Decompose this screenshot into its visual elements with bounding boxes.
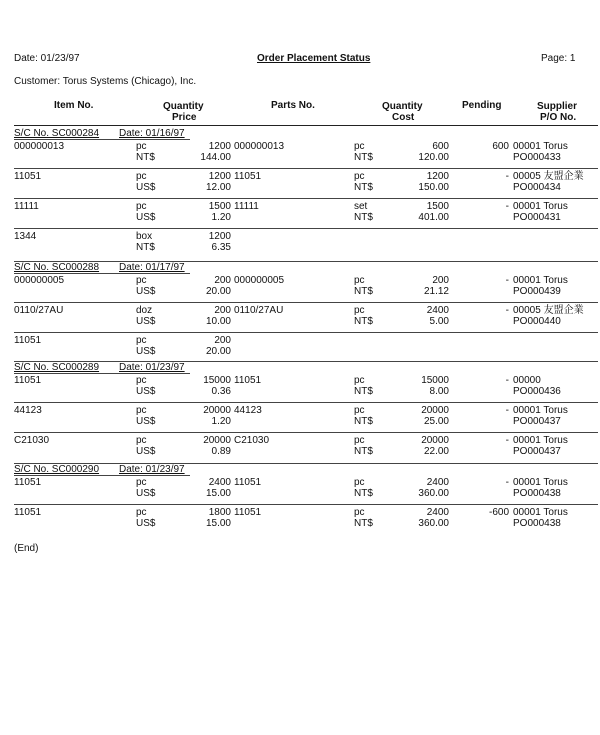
header-rule [14, 125, 598, 126]
cost-currency: NT$ [354, 182, 373, 193]
col-po-no: P/O No. [540, 112, 577, 123]
cost: 8.00 [429, 386, 449, 397]
report-title: Order Placement Status [257, 53, 371, 64]
quantity: 1200 [208, 141, 231, 152]
pending-qty: - [505, 171, 509, 182]
parts-unit: pc [354, 405, 365, 416]
sc-date: Date: 01/17/97 [119, 262, 185, 273]
po-number: PO000433 [513, 152, 561, 163]
cost: 401.00 [418, 212, 449, 223]
price-currency: NT$ [136, 152, 155, 163]
item-no: C21030 [14, 435, 50, 446]
row-rule [14, 504, 598, 505]
price-currency: US$ [136, 488, 156, 499]
cost-currency: NT$ [354, 212, 373, 223]
cost-currency: NT$ [354, 518, 373, 529]
parts-quantity: 600 [432, 141, 449, 152]
quantity: 200 [214, 335, 231, 346]
po-number: PO000431 [513, 212, 561, 223]
qty-unit: pc [136, 435, 147, 446]
cost-currency: NT$ [354, 316, 373, 327]
supplier: 00005 友盟企業 [513, 171, 584, 182]
cost-currency: NT$ [354, 488, 373, 499]
item-no: 11051 [14, 335, 42, 346]
price: 15.00 [205, 488, 231, 499]
price: 0.36 [211, 386, 231, 397]
price: 20.00 [205, 286, 231, 297]
group-rule [14, 361, 598, 362]
qty-unit: pc [136, 201, 147, 212]
po-number: PO000436 [513, 386, 561, 397]
supplier: 00005 友盟企業 [513, 305, 584, 316]
cost: 360.00 [418, 518, 449, 529]
qty-unit: pc [136, 171, 147, 182]
parts-no: 11111 [234, 201, 259, 212]
cost: 150.00 [418, 182, 449, 193]
group-rule [14, 463, 598, 464]
parts-unit: pc [354, 171, 365, 182]
item-no: 44123 [14, 405, 42, 416]
qty-unit: pc [136, 507, 147, 518]
parts-quantity: 2400 [426, 507, 449, 518]
parts-no: 11051 [234, 507, 262, 518]
price: 12.00 [205, 182, 231, 193]
col-quantity: Quantity [163, 101, 204, 112]
parts-no: 11051 [234, 477, 262, 488]
sc-number: S/C No. SC000289 [14, 362, 100, 373]
parts-unit: pc [354, 507, 365, 518]
price-currency: US$ [136, 182, 156, 193]
price-currency: US$ [136, 416, 156, 427]
parts-quantity: 1200 [426, 171, 449, 182]
quantity: 15000 [203, 375, 231, 386]
item-no: 000000005 [14, 275, 65, 286]
end-marker: (End) [14, 543, 39, 554]
cost-currency: NT$ [354, 152, 373, 163]
pending-qty: - [505, 375, 509, 386]
parts-quantity: 2400 [426, 305, 449, 316]
row-rule [14, 168, 598, 169]
price: 10.00 [205, 316, 231, 327]
pending-qty: -600 [488, 507, 509, 518]
item-no: 0110/27AU [14, 305, 64, 316]
parts-unit: pc [354, 375, 365, 386]
supplier: 00001 Torus [513, 435, 568, 446]
col-parts-no: Parts No. [271, 100, 315, 111]
po-number: PO000434 [513, 182, 561, 193]
price: 15.00 [205, 518, 231, 529]
cost-currency: NT$ [354, 416, 373, 427]
pending-qty: - [505, 305, 509, 316]
parts-no: 000000013 [234, 141, 285, 152]
parts-no: 11051 [234, 375, 262, 386]
qty-unit: doz [136, 305, 153, 316]
supplier: 00001 Torus [513, 405, 568, 416]
qty-unit: pc [136, 275, 147, 286]
pending-qty: 600 [492, 141, 509, 152]
report-date: Date: 01/23/97 [14, 53, 80, 64]
group-rule [14, 261, 598, 262]
parts-no: 000000005 [234, 275, 285, 286]
row-rule [14, 228, 598, 229]
row-rule [14, 432, 598, 433]
cost: 360.00 [418, 488, 449, 499]
supplier: 00001 Torus [513, 275, 568, 286]
cost: 25.00 [423, 416, 449, 427]
parts-quantity: 20000 [421, 435, 449, 446]
price-currency: US$ [136, 446, 156, 457]
sc-date: Date: 01/16/97 [119, 128, 185, 139]
parts-quantity: 20000 [421, 405, 449, 416]
item-no: 11111 [14, 201, 39, 212]
qty-unit: box [136, 231, 153, 242]
col-pending: Pending [462, 100, 502, 111]
cost: 5.00 [429, 316, 449, 327]
po-number: PO000438 [513, 518, 561, 529]
price-currency: US$ [136, 518, 156, 529]
sc-underline [14, 139, 190, 140]
qty-unit: pc [136, 141, 147, 152]
parts-quantity: 1500 [426, 201, 449, 212]
po-number: PO000438 [513, 488, 561, 499]
qty-unit: pc [136, 335, 147, 346]
parts-unit: pc [354, 305, 365, 316]
item-no: 11051 [14, 171, 42, 182]
row-rule [14, 402, 598, 403]
item-no: 11051 [14, 477, 42, 488]
parts-quantity: 200 [432, 275, 449, 286]
item-no: 11051 [14, 375, 42, 386]
sc-number: S/C No. SC000290 [14, 464, 100, 475]
quantity: 1200 [208, 231, 231, 242]
quantity: 20000 [203, 435, 231, 446]
supplier: 00001 Torus [513, 477, 568, 488]
parts-quantity: 15000 [421, 375, 449, 386]
quantity: 1200 [208, 171, 231, 182]
quantity: 1500 [208, 201, 231, 212]
quantity: 2400 [208, 477, 231, 488]
pending-qty: - [505, 435, 509, 446]
parts-unit: pc [354, 275, 365, 286]
qty-unit: pc [136, 375, 147, 386]
col-price: Price [172, 112, 197, 123]
parts-unit: pc [354, 435, 365, 446]
row-rule [14, 198, 598, 199]
row-rule [14, 302, 598, 303]
po-number: PO000439 [513, 286, 561, 297]
quantity: 200 [214, 305, 231, 316]
parts-unit: set [354, 201, 368, 212]
po-number: PO000437 [513, 416, 561, 427]
po-number: PO000437 [513, 446, 561, 457]
col-cost: Cost [392, 112, 415, 123]
parts-no: C21030 [234, 435, 270, 446]
col-supplier: Supplier [537, 101, 578, 112]
cost: 22.00 [423, 446, 449, 457]
po-number: PO000440 [513, 316, 561, 327]
sc-underline [14, 475, 190, 476]
sc-number: S/C No. SC000288 [14, 262, 100, 273]
pending-qty: - [505, 201, 509, 212]
parts-unit: pc [354, 477, 365, 488]
price-currency: US$ [136, 212, 156, 223]
parts-no: 0110/27AU [234, 305, 284, 316]
customer-name: Customer: Torus Systems (Chicago), Inc. [14, 76, 197, 87]
page-number: Page: 1 [541, 53, 576, 64]
parts-quantity: 2400 [426, 477, 449, 488]
sc-underline [14, 273, 190, 274]
cost-currency: NT$ [354, 446, 373, 457]
supplier: 00001 Torus [513, 507, 568, 518]
col-item-no: Item No. [54, 100, 94, 111]
sc-underline [14, 373, 190, 374]
parts-no: 11051 [234, 171, 262, 182]
price-currency: US$ [136, 386, 156, 397]
price: 20.00 [205, 346, 231, 357]
price-currency: US$ [136, 316, 156, 327]
pending-qty: - [505, 477, 509, 488]
col-quantity-2: Quantity [382, 101, 423, 112]
price: 1.20 [211, 212, 231, 223]
supplier: 00001 Torus [513, 141, 568, 152]
quantity: 1800 [208, 507, 231, 518]
supplier: 00001 Torus [513, 201, 568, 212]
cost-currency: NT$ [354, 386, 373, 397]
item-no: 1344 [14, 231, 37, 242]
cost: 21.12 [423, 286, 449, 297]
price: 1.20 [211, 416, 231, 427]
price-currency: US$ [136, 286, 156, 297]
price: 6.35 [211, 242, 231, 253]
item-no: 11051 [14, 507, 42, 518]
pending-qty: - [505, 405, 509, 416]
sc-number: S/C No. SC000284 [14, 128, 100, 139]
cost-currency: NT$ [354, 286, 373, 297]
price-currency: US$ [136, 346, 156, 357]
quantity: 200 [214, 275, 231, 286]
supplier: 00000 [513, 375, 541, 386]
price: 0.89 [211, 446, 231, 457]
price-currency: NT$ [136, 242, 155, 253]
qty-unit: pc [136, 477, 147, 488]
parts-unit: pc [354, 141, 365, 152]
item-no: 000000013 [14, 141, 65, 152]
qty-unit: pc [136, 405, 147, 416]
price: 144.00 [200, 152, 231, 163]
pending-qty: - [505, 275, 509, 286]
sc-date: Date: 01/23/97 [119, 362, 185, 373]
cost: 120.00 [418, 152, 449, 163]
row-rule [14, 332, 598, 333]
parts-no: 44123 [234, 405, 262, 416]
quantity: 20000 [203, 405, 231, 416]
sc-date: Date: 01/23/97 [119, 464, 185, 475]
